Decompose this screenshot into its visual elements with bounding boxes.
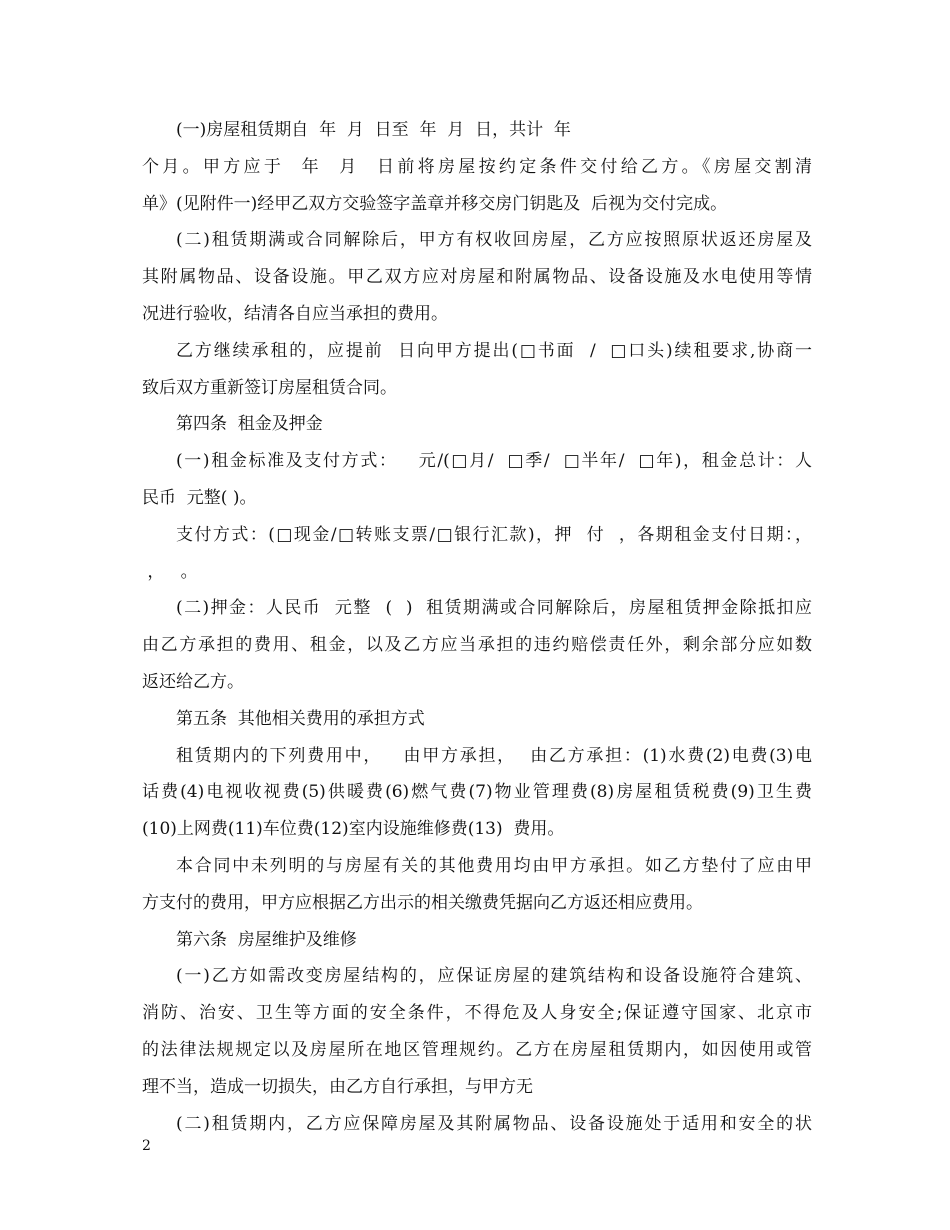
lease-term-paragraph-line: 单》(见附件一)经甲乙双方交验签字盖章并移交房门钥匙及 后视为交付完成。 (142, 193, 728, 214)
structure-change-paragraph-line: 消防、治安、卫生等方面的安全条件，不得危及人身安全;保证遵守国家、北京市 (142, 1003, 812, 1024)
fees-paragraph-line: 租赁期内的下列费用中， 由甲方承担， 由乙方承担：(1)水费(2)电费(3)电 (176, 745, 812, 766)
structure-change-paragraph-line: (一)乙方如需改变房屋结构的，应保证房屋的建筑结构和设备设施符合建筑、 (176, 966, 812, 987)
maintenance-paragraph-line: (二)租赁期内，乙方应保障房屋及其附属物品、设备设施处于适用和安全的状 (176, 1113, 812, 1134)
rent-standard-paragraph-line: 民币 元整( )。 (142, 487, 257, 508)
rent-standard-paragraph-line: (一)租金标准及支付方式： 元/(□月/ □季/ □半年/ □年)，租金总计：人 (176, 451, 812, 472)
other-fees-paragraph-line: 方支付的费用，甲方应根据乙方出示的相关缴费凭据向乙方返还相应费用。 (142, 892, 703, 913)
other-fees-paragraph-line: 本合同中未列明的与房屋有关的其他费用均由甲方承担。如乙方垫付了应由甲 (176, 855, 812, 876)
article-four-heading: 第四条 租金及押金 (176, 414, 323, 435)
deposit-paragraph-line: (二)押金：人民币 元整 ( ) 租赁期满或合同解除后，房屋租赁押金除抵扣应 (176, 598, 812, 619)
lease-term-paragraph-line: (一)房屋租赁期自 年 月 日至 年 月 日，共计 年 (176, 120, 571, 140)
deposit-paragraph-line: 返还给乙方。 (142, 671, 244, 692)
body-text (142, 112, 812, 1142)
payment-method-paragraph-line: 支付方式：(□现金/□转账支票/□银行汇款)，押 付 ，各期租金支付日期：， (176, 524, 812, 545)
article-five-heading: 第五条 其他相关费用的承担方式 (176, 708, 425, 729)
return-house-paragraph-line: 其附属物品、设备设施。甲乙双方应对房屋和附属物品、设备设施及水电使用等情 (142, 267, 812, 288)
return-house-paragraph-line: 况进行验收，结清各自应当承担的费用。 (142, 303, 448, 324)
renewal-paragraph-line: 致后双方重新签订房屋租赁合同。 (142, 377, 397, 398)
deposit-paragraph-line: 由乙方承担的费用、租金，以及乙方应当承担的违约赔偿责任外，剩余部分应如数 (142, 635, 812, 656)
structure-change-paragraph-line: 的法律法规规定以及房屋所在地区管理规约。乙方在房屋租赁期内，如因使用或管 (142, 1039, 812, 1060)
return-house-paragraph-line: (二)租赁期满或合同解除后，甲方有权收回房屋，乙方应按照原状返还房屋及 (176, 230, 812, 251)
fees-paragraph-line: (10)上网费(11)车位费(12)室内设施维修费(13) 费用。 (142, 819, 565, 840)
structure-change-paragraph-line: 理不当，造成一切损失，由乙方自行承担，与甲方无 (142, 1076, 533, 1097)
fees-paragraph-line: 话费(4)电视收视费(5)供暖费(6)燃气费(7)物业管理费(8)房屋租赁税费(9)卫生费 (142, 782, 812, 803)
renewal-paragraph-line: 乙方继续承租的，应提前 日向甲方提出(□书面 / □口头)续租要求,协商一 (176, 340, 812, 361)
payment-method-paragraph-line: ， 。 (142, 561, 198, 582)
article-six-heading: 第六条 房屋维护及维修 (176, 929, 357, 950)
lease-term-paragraph-line: 个月。甲方应于 年 月 日前将房屋按约定条件交付给乙方。《房屋交割清 (142, 156, 812, 177)
page-number: 2 (142, 1138, 151, 1154)
